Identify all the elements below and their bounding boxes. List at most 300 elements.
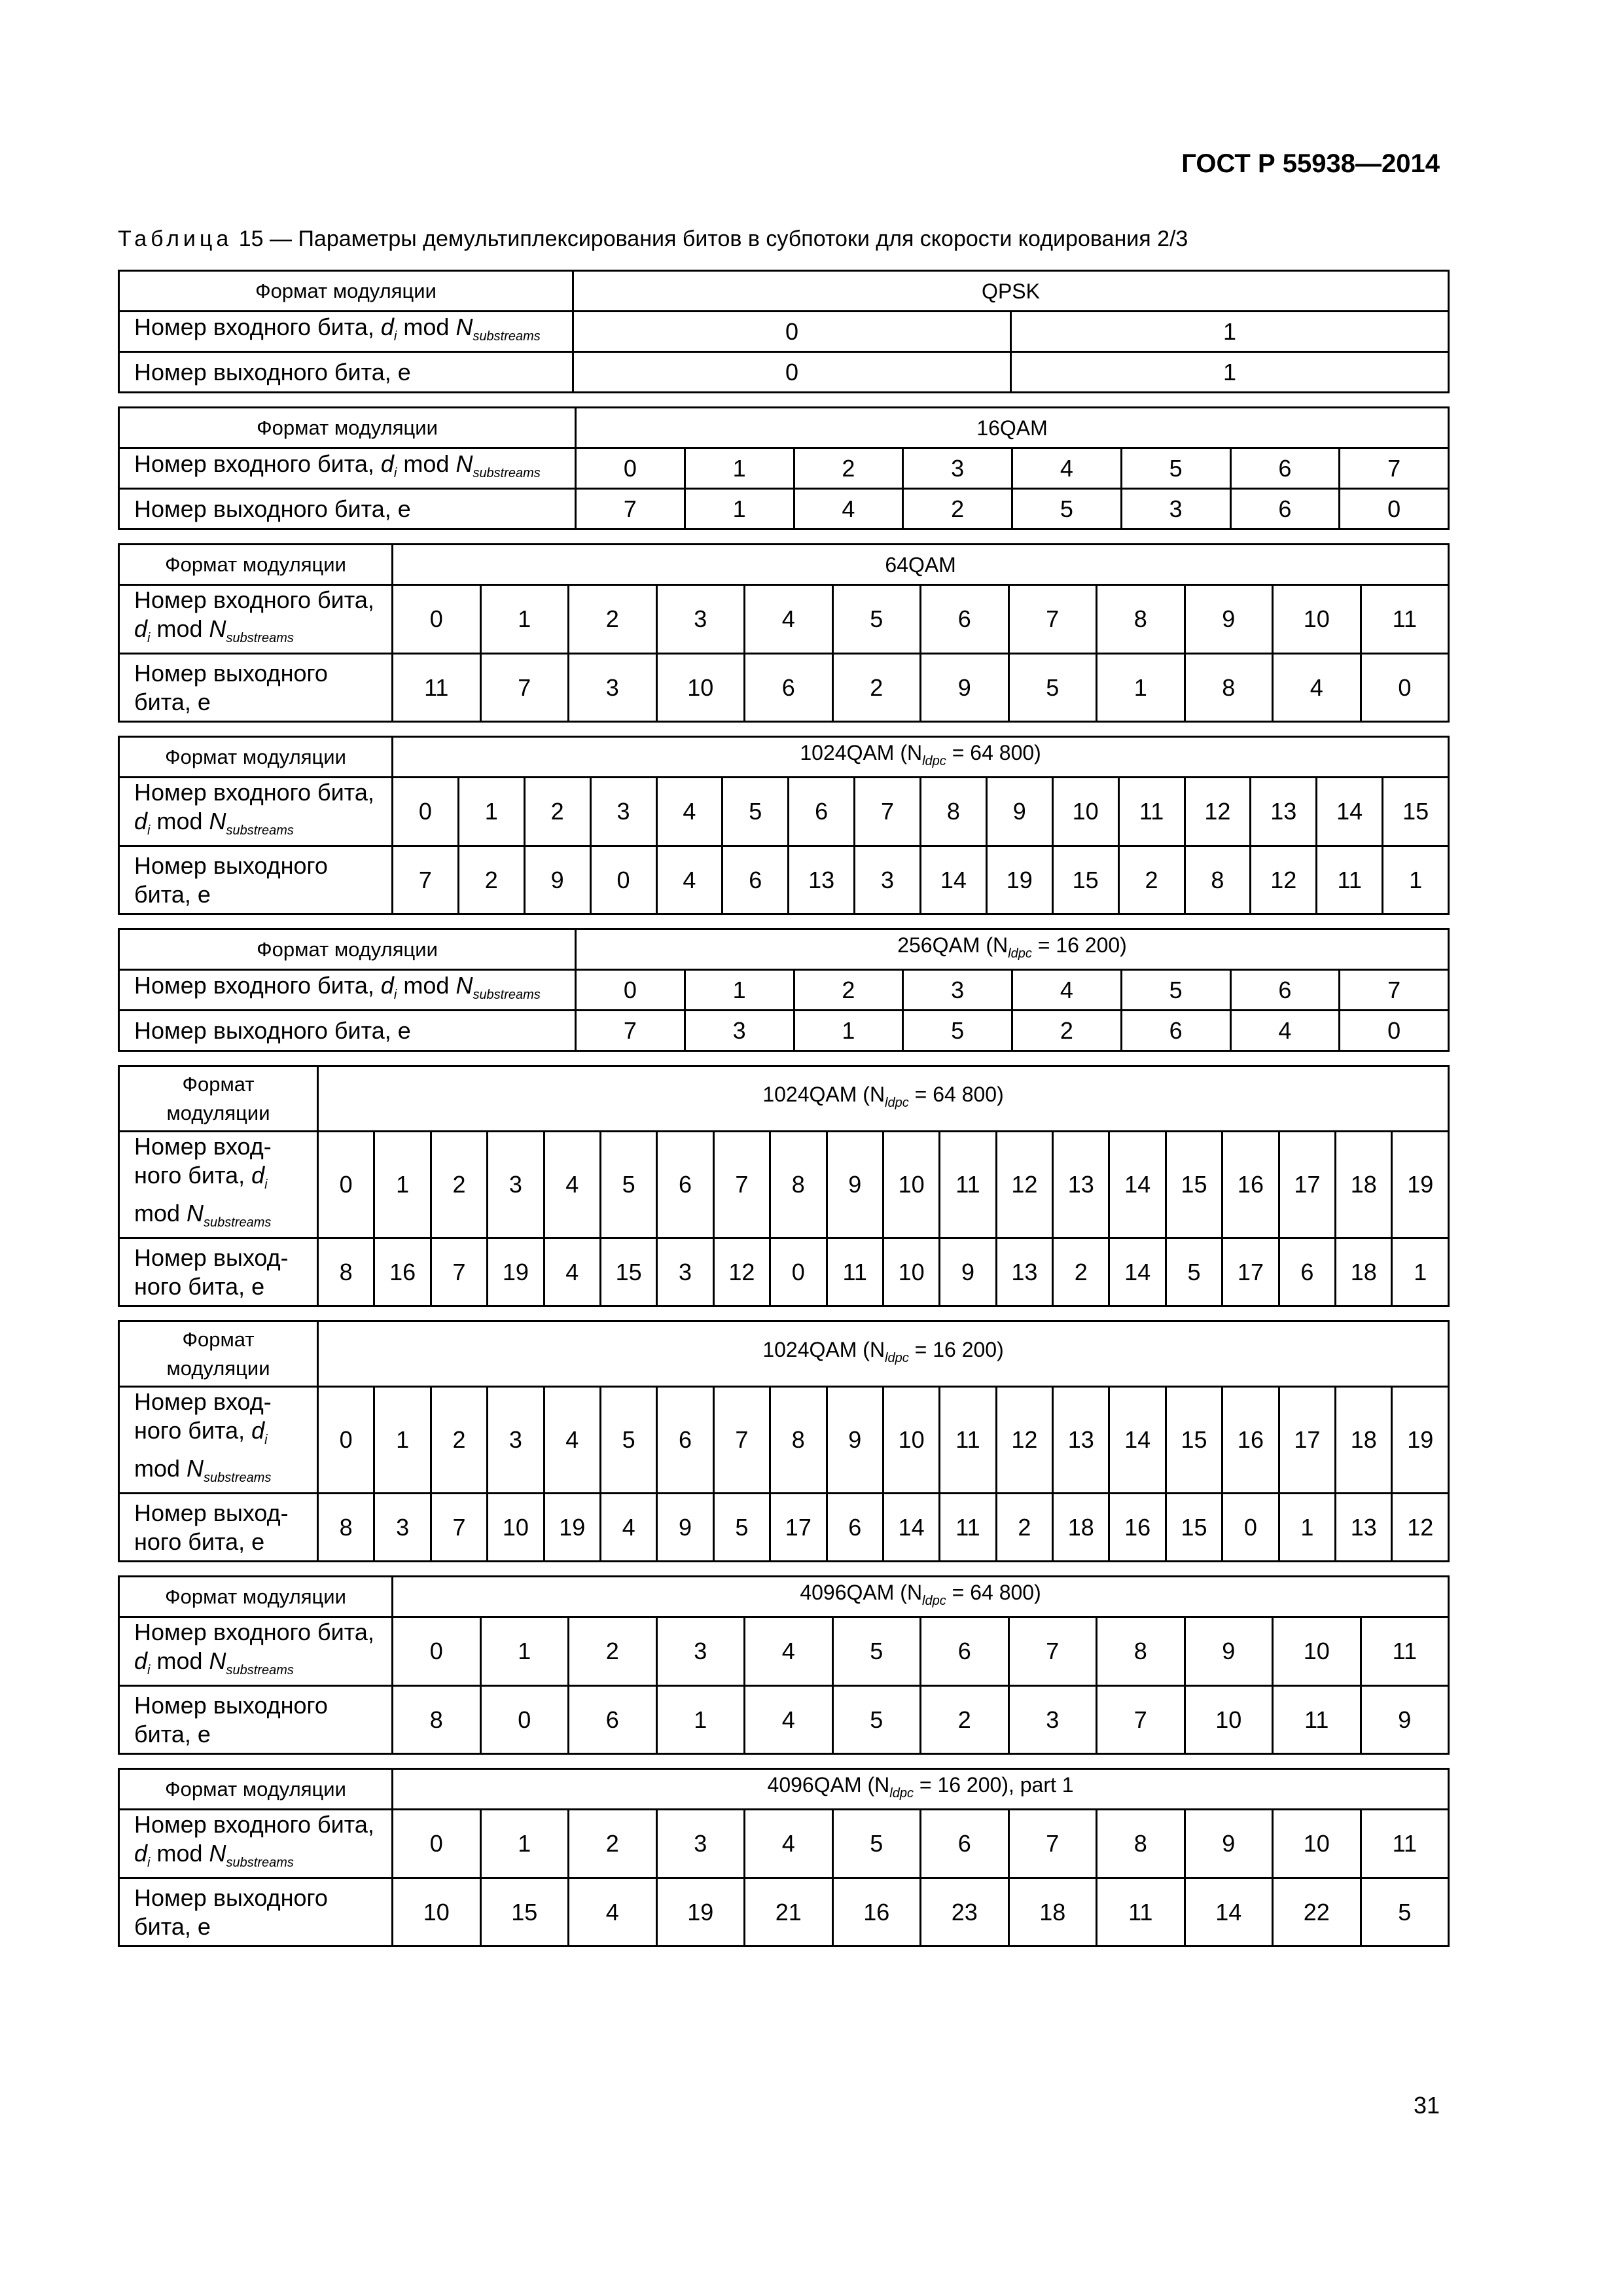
input-bit-cell: 7 [1340,448,1449,489]
format-subscript: ldpc [922,1594,946,1608]
format-name: 256QAM (N [897,933,1008,957]
output-bit-cell: 12 [1251,846,1317,914]
input-bit-cell: 3 [903,970,1012,1011]
output-bit-cell: 7 [1097,1686,1185,1754]
page-number: 31 [1413,2092,1440,2119]
output-bit-cell: 5 [1166,1238,1222,1306]
input-bit-cell: 9 [1185,1810,1273,1878]
input-bit-cell: 5 [832,585,921,654]
format-name: 1024QAM (N [762,1338,885,1361]
d-symbol: d [134,1840,148,1867]
format-label: Формат модуляции [119,1066,318,1132]
input-bit-cell: 9 [827,1387,883,1494]
mod-text: mod [156,1647,203,1674]
output-bit-cell: 2 [1053,1238,1109,1306]
input-bit-cell: 13 [1053,1387,1109,1494]
output-bit-cell: 9 [921,654,1009,722]
input-bit-cell: 3 [656,585,745,654]
modulation-table [118,1065,1450,1307]
n-symbol: N [455,971,473,999]
output-bit-cell: 9 [940,1238,996,1306]
input-bit-cell: 10 [883,1132,939,1238]
input-bit-cell: 6 [1230,970,1340,1011]
format-name: 1024QAM (N [800,741,923,764]
input-label-text: Номер входного бита, [134,450,374,477]
input-bit-cell: 4 [745,585,833,654]
input-bit-cell: 7 [713,1132,770,1238]
output-bit-cell: 13 [789,846,855,914]
output-bit-cell: 5 [1008,654,1097,722]
input-bit-cell: 3 [656,1617,745,1686]
input-bit-cell: 11 [1118,778,1185,846]
output-bit-cell: 15 [480,1878,569,1946]
i-subscript: i [147,1856,151,1870]
input-bit-cell: 1 [480,1810,569,1878]
input-bit-cell: 1 [685,970,794,1011]
output-bit-cell: 16 [832,1878,921,1946]
format-label: Формат модуляции [119,737,393,778]
input-bit-cell: 11 [940,1132,996,1238]
output-bit-cell: 1 [1392,1238,1449,1306]
input-bit-cell: 15 [1166,1387,1222,1494]
input-bit-label [119,585,393,654]
output-bit-cell: 14 [921,846,987,914]
output-bit-cell: 8 [1185,654,1273,722]
output-bit-cell: 17 [770,1494,827,1562]
modulation-table [118,270,1450,393]
output-bit-cell: 18 [1336,1238,1392,1306]
input-label-text: Номер входного бита, [134,1619,374,1645]
input-bit-cell: 16 [1222,1387,1279,1494]
mod-text: mod [134,1200,181,1227]
output-bit-cell: 11 [1273,1686,1361,1754]
output-bit-cell: 4 [600,1494,656,1562]
output-bit-cell: 10 [393,1878,481,1946]
input-bit-cell: 4 [745,1617,833,1686]
format-name: 64QAM [885,552,956,577]
caption-label: Таблица [118,226,233,251]
output-bit-label: Номер выходного бита, e [119,1011,576,1051]
format-label: Формат модуляции [119,1321,318,1387]
format-subscript: ldpc [885,1351,909,1365]
d-symbol: d [134,808,148,834]
input-bit-cell: 1 [685,448,794,489]
format-row [119,1577,1449,1617]
tables-container [118,270,1448,1960]
input-bit-cell: 8 [1097,1810,1185,1878]
input-bit-cell: 0 [318,1387,374,1494]
output-bit-cell: 11 [1097,1878,1185,1946]
format-label: Формат модуляции [119,1577,393,1617]
output-bit-cell: 3 [374,1494,431,1562]
output-bit-label: Номер выход- ного бита, e [119,1494,318,1562]
input-bit-cell: 18 [1336,1132,1392,1238]
input-bit-cell: 0 [393,1810,481,1878]
substreams-subscript: substreams [473,987,541,1002]
format-value [393,737,1449,778]
output-bit-label: Номер выходного бита, e [119,1686,393,1754]
output-bit-cell: 4 [1230,1011,1340,1051]
output-bit-cell: 8 [1185,846,1251,914]
input-bit-cell: 7 [1340,970,1449,1011]
format-name: 16QAM [976,416,1048,440]
output-bit-cell: 6 [569,1686,657,1754]
format-name: 4096QAM (N [800,1581,923,1604]
output-bit-cell: 11 [827,1238,883,1306]
input-bit-cell: 10 [1052,778,1118,846]
d-symbol: d [134,1647,148,1674]
input-label-text: Номер входного бита, [134,313,374,340]
input-bit-cell: 9 [986,778,1052,846]
format-name: 4096QAM (N [767,1773,890,1797]
input-bit-row [119,1810,1449,1878]
input-bit-cell: 11 [1361,585,1449,654]
substreams-subscript: substreams [473,465,541,480]
format-subscript: ldpc [1008,946,1032,961]
i-subscript: i [147,823,151,838]
output-bit-row [119,1878,1449,1946]
modulation-table [118,406,1450,530]
output-bit-cell: 16 [1109,1494,1166,1562]
input-bit-cell: 5 [1121,970,1230,1011]
input-bit-cell: 9 [1185,585,1273,654]
output-bit-cell: 22 [1273,1878,1361,1946]
n-symbol: N [187,1200,204,1227]
substreams-subscript: substreams [473,329,541,344]
output-bit-cell: 1 [656,1686,745,1754]
input-bit-cell: 12 [996,1132,1052,1238]
output-bit-cell: 14 [1185,1878,1273,1946]
output-bit-cell: 1 [1011,352,1449,393]
output-bit-label: Номер выходного бита, e [119,846,393,914]
output-bit-cell: 19 [488,1238,544,1306]
output-bit-cell: 0 [1361,654,1449,722]
input-bit-label [119,1387,318,1494]
output-bit-cell: 19 [544,1494,600,1562]
output-bit-row [119,1494,1449,1562]
input-bit-cell: 3 [656,1810,745,1878]
input-bit-cell: 8 [770,1132,827,1238]
input-bit-cell: 6 [921,1810,1009,1878]
output-bit-cell: 7 [480,654,569,722]
output-bit-cell: 18 [1053,1494,1109,1562]
input-bit-cell: 0 [573,312,1011,352]
format-label: Формат модуляции [119,545,393,585]
input-bit-row [119,1387,1449,1494]
n-symbol: N [455,313,473,340]
mod-text: mod [403,971,450,999]
input-bit-cell: 8 [1097,585,1185,654]
output-bit-cell: 0 [1222,1494,1279,1562]
output-bit-cell: 1 [685,489,794,529]
output-bit-cell: 0 [573,352,1011,393]
output-bit-row [119,1238,1449,1306]
input-bit-cell: 4 [544,1132,600,1238]
output-bit-cell: 5 [1361,1878,1449,1946]
substreams-subscript: substreams [204,1215,272,1230]
output-bit-cell: 14 [883,1494,939,1562]
input-bit-cell: 0 [318,1132,374,1238]
output-bit-cell: 6 [745,654,833,722]
output-bit-cell: 7 [576,489,685,529]
d-symbol: d [251,1417,265,1444]
substreams-subscript: substreams [226,1856,294,1870]
input-bit-cell: 14 [1109,1132,1166,1238]
output-bit-cell: 8 [318,1238,374,1306]
output-bit-cell: 10 [656,654,745,722]
i-subscript: i [264,1433,268,1447]
input-bit-cell: 10 [883,1387,939,1494]
input-bit-cell: 3 [488,1132,544,1238]
input-bit-cell: 4 [745,1810,833,1878]
output-bit-cell: 4 [544,1238,600,1306]
output-bit-cell: 7 [393,846,459,914]
input-bit-row [119,312,1449,352]
format-value [393,545,1449,585]
format-label: Формат модуляции [119,1769,393,1810]
output-bit-row [119,846,1449,914]
input-bit-cell: 19 [1392,1132,1449,1238]
substreams-subscript: substreams [226,1663,294,1677]
input-bit-cell: 2 [569,1617,657,1686]
output-bit-cell: 7 [431,1494,487,1562]
input-bit-row [119,1132,1449,1238]
input-label-text: Номер вход- ного бита, [134,1388,272,1444]
output-bit-cell: 19 [986,846,1052,914]
output-bit-cell: 11 [940,1494,996,1562]
format-name: 1024QAM (N [762,1083,885,1106]
n-symbol: N [209,1647,226,1674]
input-bit-cell: 2 [569,1810,657,1878]
output-bit-cell: 0 [480,1686,569,1754]
input-bit-cell: 16 [1222,1132,1279,1238]
output-bit-cell: 2 [1118,846,1185,914]
output-bit-cell: 3 [685,1011,794,1051]
i-subscript: i [147,631,151,645]
d-symbol: d [251,1162,265,1189]
output-bit-cell: 23 [921,1878,1009,1946]
output-bit-cell: 1 [1279,1494,1335,1562]
output-bit-cell: 21 [745,1878,833,1946]
input-label-text: Номер входного бита, [134,1811,374,1838]
modulation-table [118,736,1450,915]
output-bit-cell: 2 [903,489,1012,529]
output-bit-cell: 15 [1052,846,1118,914]
output-bit-cell: 3 [657,1238,713,1306]
modulation-table [118,1575,1450,1755]
output-bit-cell: 9 [657,1494,713,1562]
i-subscript: i [147,1663,151,1677]
mod-text: mod [403,450,450,477]
format-value [573,271,1449,312]
input-label-text: Номер входного бита, [134,779,374,806]
format-row [119,737,1449,778]
output-bit-cell: 2 [458,846,524,914]
input-bit-cell: 3 [590,778,656,846]
input-bit-label [119,448,576,489]
input-bit-row [119,1617,1449,1686]
input-bit-cell: 5 [832,1617,921,1686]
output-bit-label: Номер выходного бита, e [119,654,393,722]
input-label-text: Номер входного бита, [134,586,374,613]
input-bit-cell: 4 [1012,448,1122,489]
mod-text: mod [156,808,203,834]
input-bit-cell: 12 [1185,778,1251,846]
format-label: Формат модуляции [119,929,576,970]
modulation-table [118,928,1450,1052]
format-label: Формат модуляции [119,408,576,448]
input-bit-cell: 3 [903,448,1012,489]
output-bit-cell: 3 [855,846,921,914]
format-row [119,929,1449,970]
input-bit-cell: 8 [1097,1617,1185,1686]
input-bit-cell: 0 [393,585,481,654]
input-bit-cell: 7 [1008,585,1097,654]
input-bit-cell: 0 [576,448,685,489]
output-bit-cell: 13 [1336,1494,1392,1562]
output-bit-cell: 3 [1008,1686,1097,1754]
input-bit-cell: 13 [1251,778,1317,846]
i-subscript: i [264,1177,268,1192]
output-bit-cell: 17 [1222,1238,1279,1306]
output-bit-cell: 4 [569,1878,657,1946]
input-bit-cell: 0 [576,970,685,1011]
input-bit-row [119,778,1449,846]
input-bit-cell: 8 [921,778,987,846]
input-bit-cell: 13 [1053,1132,1109,1238]
output-bit-label: Номер выходного бита, e [119,1878,393,1946]
format-row [119,545,1449,585]
format-value [576,408,1449,448]
input-bit-cell: 1 [458,778,524,846]
input-bit-cell: 6 [657,1132,713,1238]
format-row [119,1769,1449,1810]
format-row [119,1066,1449,1132]
output-bit-cell: 5 [832,1686,921,1754]
substreams-subscript: substreams [226,631,294,645]
output-bit-cell: 6 [1121,1011,1230,1051]
output-bit-cell: 13 [996,1238,1052,1306]
format-value [393,1577,1449,1617]
input-bit-cell: 10 [1273,1617,1361,1686]
input-bit-cell: 0 [393,1617,481,1686]
input-bit-cell: 1 [480,1617,569,1686]
output-bit-label: Номер выход- ного бита, e [119,1238,318,1306]
format-value [393,1769,1449,1810]
output-bit-cell: 8 [318,1494,374,1562]
d-symbol: d [380,313,394,340]
substreams-subscript: substreams [204,1471,272,1485]
modulation-table [118,1320,1450,1562]
output-bit-cell: 19 [656,1878,745,1946]
modulation-table [118,543,1450,723]
output-bit-cell: 18 [1008,1878,1097,1946]
output-bit-cell: 4 [1273,654,1361,722]
format-subscript: ldpc [885,1096,909,1110]
output-bit-cell: 6 [1279,1238,1335,1306]
output-bit-cell: 3 [569,654,657,722]
output-bit-cell: 5 [903,1011,1012,1051]
output-bit-cell: 4 [794,489,903,529]
output-bit-cell: 10 [1185,1686,1273,1754]
input-bit-cell: 1 [374,1387,431,1494]
input-bit-cell: 8 [770,1387,827,1494]
output-bit-cell: 1 [794,1011,903,1051]
output-bit-cell: 2 [1012,1011,1122,1051]
input-bit-cell: 7 [1008,1617,1097,1686]
format-value [576,929,1449,970]
mod-text: mod [403,313,450,340]
n-symbol: N [209,615,226,642]
input-label-text: Номер вход- ного бита, [134,1133,272,1189]
output-bit-cell: 3 [1121,489,1230,529]
format-value [318,1321,1449,1387]
output-bit-row [119,489,1449,529]
input-bit-label [119,1132,318,1238]
input-bit-cell: 7 [855,778,921,846]
output-bit-row [119,1011,1449,1051]
format-subscript: ldpc [922,754,946,768]
input-bit-cell: 3 [488,1387,544,1494]
output-bit-cell: 10 [488,1494,544,1562]
output-bit-row [119,352,1449,393]
output-bit-cell: 5 [1012,489,1122,529]
input-bit-cell: 1 [1011,312,1449,352]
output-bit-cell: 0 [1340,1011,1449,1051]
input-bit-cell: 6 [657,1387,713,1494]
input-bit-cell: 0 [393,778,459,846]
format-label: Формат модуляции [119,271,573,312]
mod-text: mod [156,1840,203,1867]
input-bit-cell: 2 [524,778,590,846]
output-bit-cell: 14 [1109,1238,1166,1306]
document-header: ГОСТ Р 55938—2014 [1181,149,1440,178]
output-bit-cell: 6 [827,1494,883,1562]
format-subscript: ldpc [889,1786,914,1801]
format-name: QPSK [982,279,1040,303]
i-subscript: i [393,987,397,1002]
input-bit-cell: 5 [600,1387,656,1494]
input-bit-cell: 5 [832,1810,921,1878]
n-symbol: N [209,808,226,834]
output-bit-cell: 12 [1392,1494,1449,1562]
n-symbol: N [455,450,473,477]
input-bit-cell: 10 [1273,1810,1361,1878]
output-bit-cell: 8 [393,1686,481,1754]
input-bit-cell: 6 [921,1617,1009,1686]
output-bit-label: Номер выходного бита, e [119,489,576,529]
i-subscript: i [393,329,397,344]
output-bit-cell: 9 [524,846,590,914]
input-bit-label [119,1810,393,1878]
input-bit-label [119,312,573,352]
mod-text: mod [156,615,203,642]
d-symbol: d [134,615,148,642]
format-row [119,408,1449,448]
input-bit-cell: 5 [1121,448,1230,489]
output-bit-cell: 2 [921,1686,1009,1754]
output-bit-cell: 15 [600,1238,656,1306]
format-row [119,271,1449,312]
format-value [318,1066,1449,1132]
mod-text: mod [134,1455,181,1482]
input-bit-cell: 10 [1273,585,1361,654]
input-bit-cell: 19 [1392,1387,1449,1494]
output-bit-cell: 10 [883,1238,939,1306]
input-bit-cell: 2 [569,585,657,654]
input-bit-label [119,1617,393,1686]
input-bit-cell: 5 [722,778,789,846]
